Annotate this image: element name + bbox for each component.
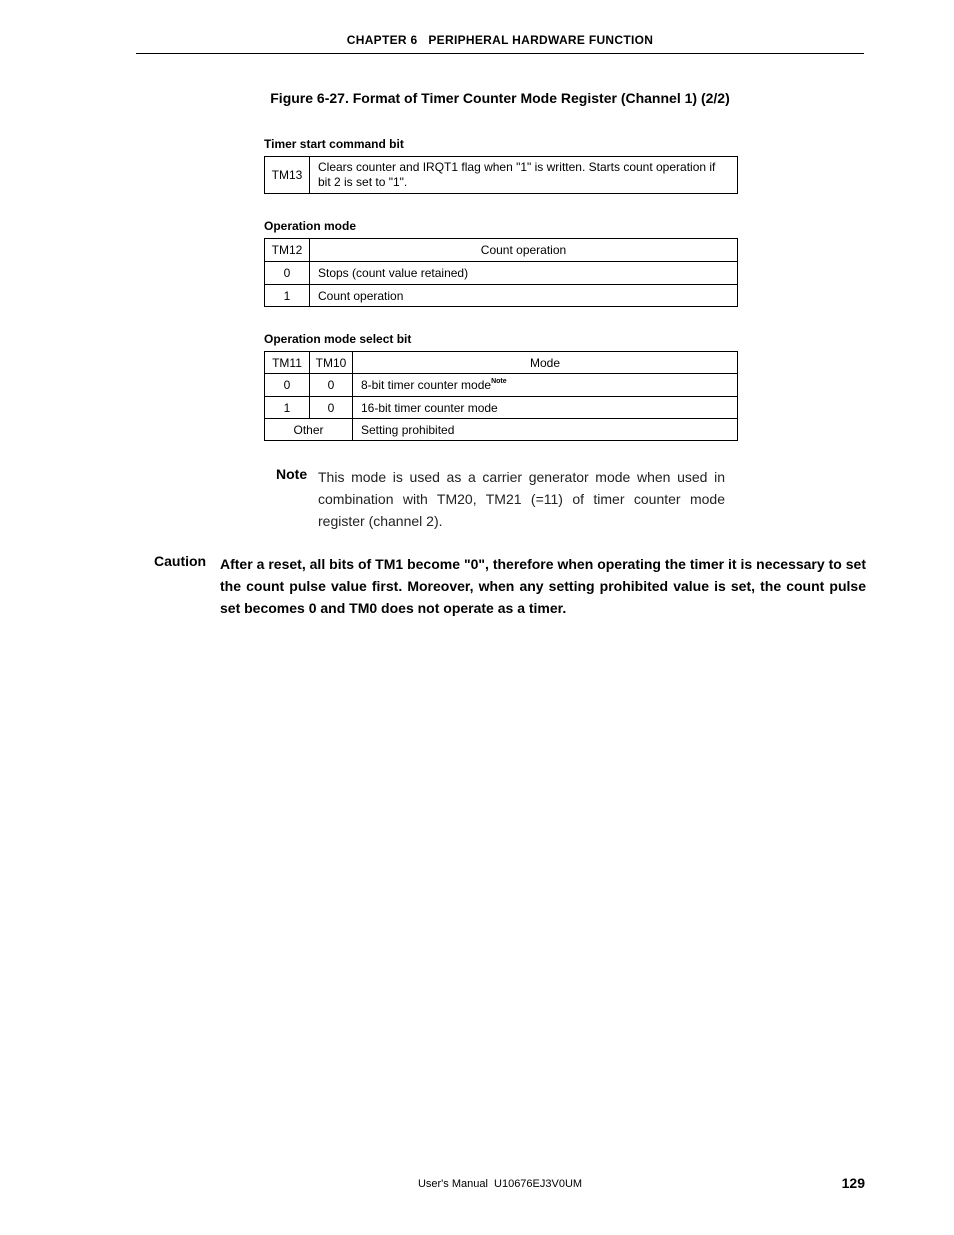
manual-footer: User's Manual U10676EJ3V0UM xyxy=(417,1178,583,1190)
operation-mode-table xyxy=(264,238,738,307)
table-header-row xyxy=(265,239,738,262)
table-cell: 1 xyxy=(265,397,310,419)
table-row xyxy=(265,374,738,397)
figure-title: Figure 6-27. Format of Timer Counter Mode Register (Channel 1) (2/2) xyxy=(270,90,730,106)
mode-text: 8-bit timer counter mode xyxy=(361,378,492,392)
column-header: Mode xyxy=(353,352,738,374)
table-row xyxy=(265,262,738,285)
table-cell: 0 xyxy=(310,374,353,397)
table-cell: Stops (count value retained) xyxy=(310,262,738,285)
column-header: TM10 xyxy=(310,352,353,374)
header-rule xyxy=(136,53,864,54)
bit-description: Clears counter and IRQT1 flag when "1" is written. Starts count operation if bit 2 is set to "1". xyxy=(310,157,738,194)
chapter-header: CHAPTER 6 PERIPHERAL HARDWARE FUNCTION xyxy=(346,33,654,47)
column-header: Count operation xyxy=(310,239,738,262)
table-row xyxy=(265,419,738,441)
table-row xyxy=(265,397,738,419)
table-cell: 16-bit timer counter mode xyxy=(353,397,738,419)
note-reference: Note xyxy=(491,378,507,385)
start-bit-label: Timer start command bit xyxy=(264,137,404,151)
operation-mode-label: Operation mode xyxy=(264,219,357,233)
note-text: This mode is used as a carrier generator mode when used in combination with TM20, TM21 (=11) of timer counter mode register (channel 2). xyxy=(318,469,725,529)
column-header: TM11 xyxy=(265,352,310,374)
caution-text: After a reset, all bits of TM1 become "0", therefore when operating the timer it is necessary to set the count pulse value first. Moreover, when any setting prohibited value is set, the count pulse set becomes 0 and TM0 does not operate as a timer. xyxy=(220,556,866,616)
table-row xyxy=(265,157,738,194)
start-bit-table xyxy=(264,156,738,194)
table-cell: 0 xyxy=(310,397,353,419)
table-cell: Count operation xyxy=(310,285,738,307)
table-row xyxy=(265,285,738,307)
table-cell: 0 xyxy=(265,262,310,285)
bit-name: TM13 xyxy=(265,157,310,194)
table-cell: 1 xyxy=(265,285,310,307)
table-cell: Setting prohibited xyxy=(353,419,738,441)
table-header-row xyxy=(265,352,738,374)
page-number: 129 xyxy=(841,1175,865,1191)
table-cell xyxy=(353,374,738,397)
table-cell: 0 xyxy=(265,374,310,397)
mode-select-table xyxy=(264,351,738,441)
note-label: Note xyxy=(276,466,308,482)
caution-label: Caution xyxy=(154,553,207,569)
column-header: TM12 xyxy=(265,239,310,262)
table-cell: Other xyxy=(265,419,353,441)
mode-select-label: Operation mode select bit xyxy=(264,332,412,346)
